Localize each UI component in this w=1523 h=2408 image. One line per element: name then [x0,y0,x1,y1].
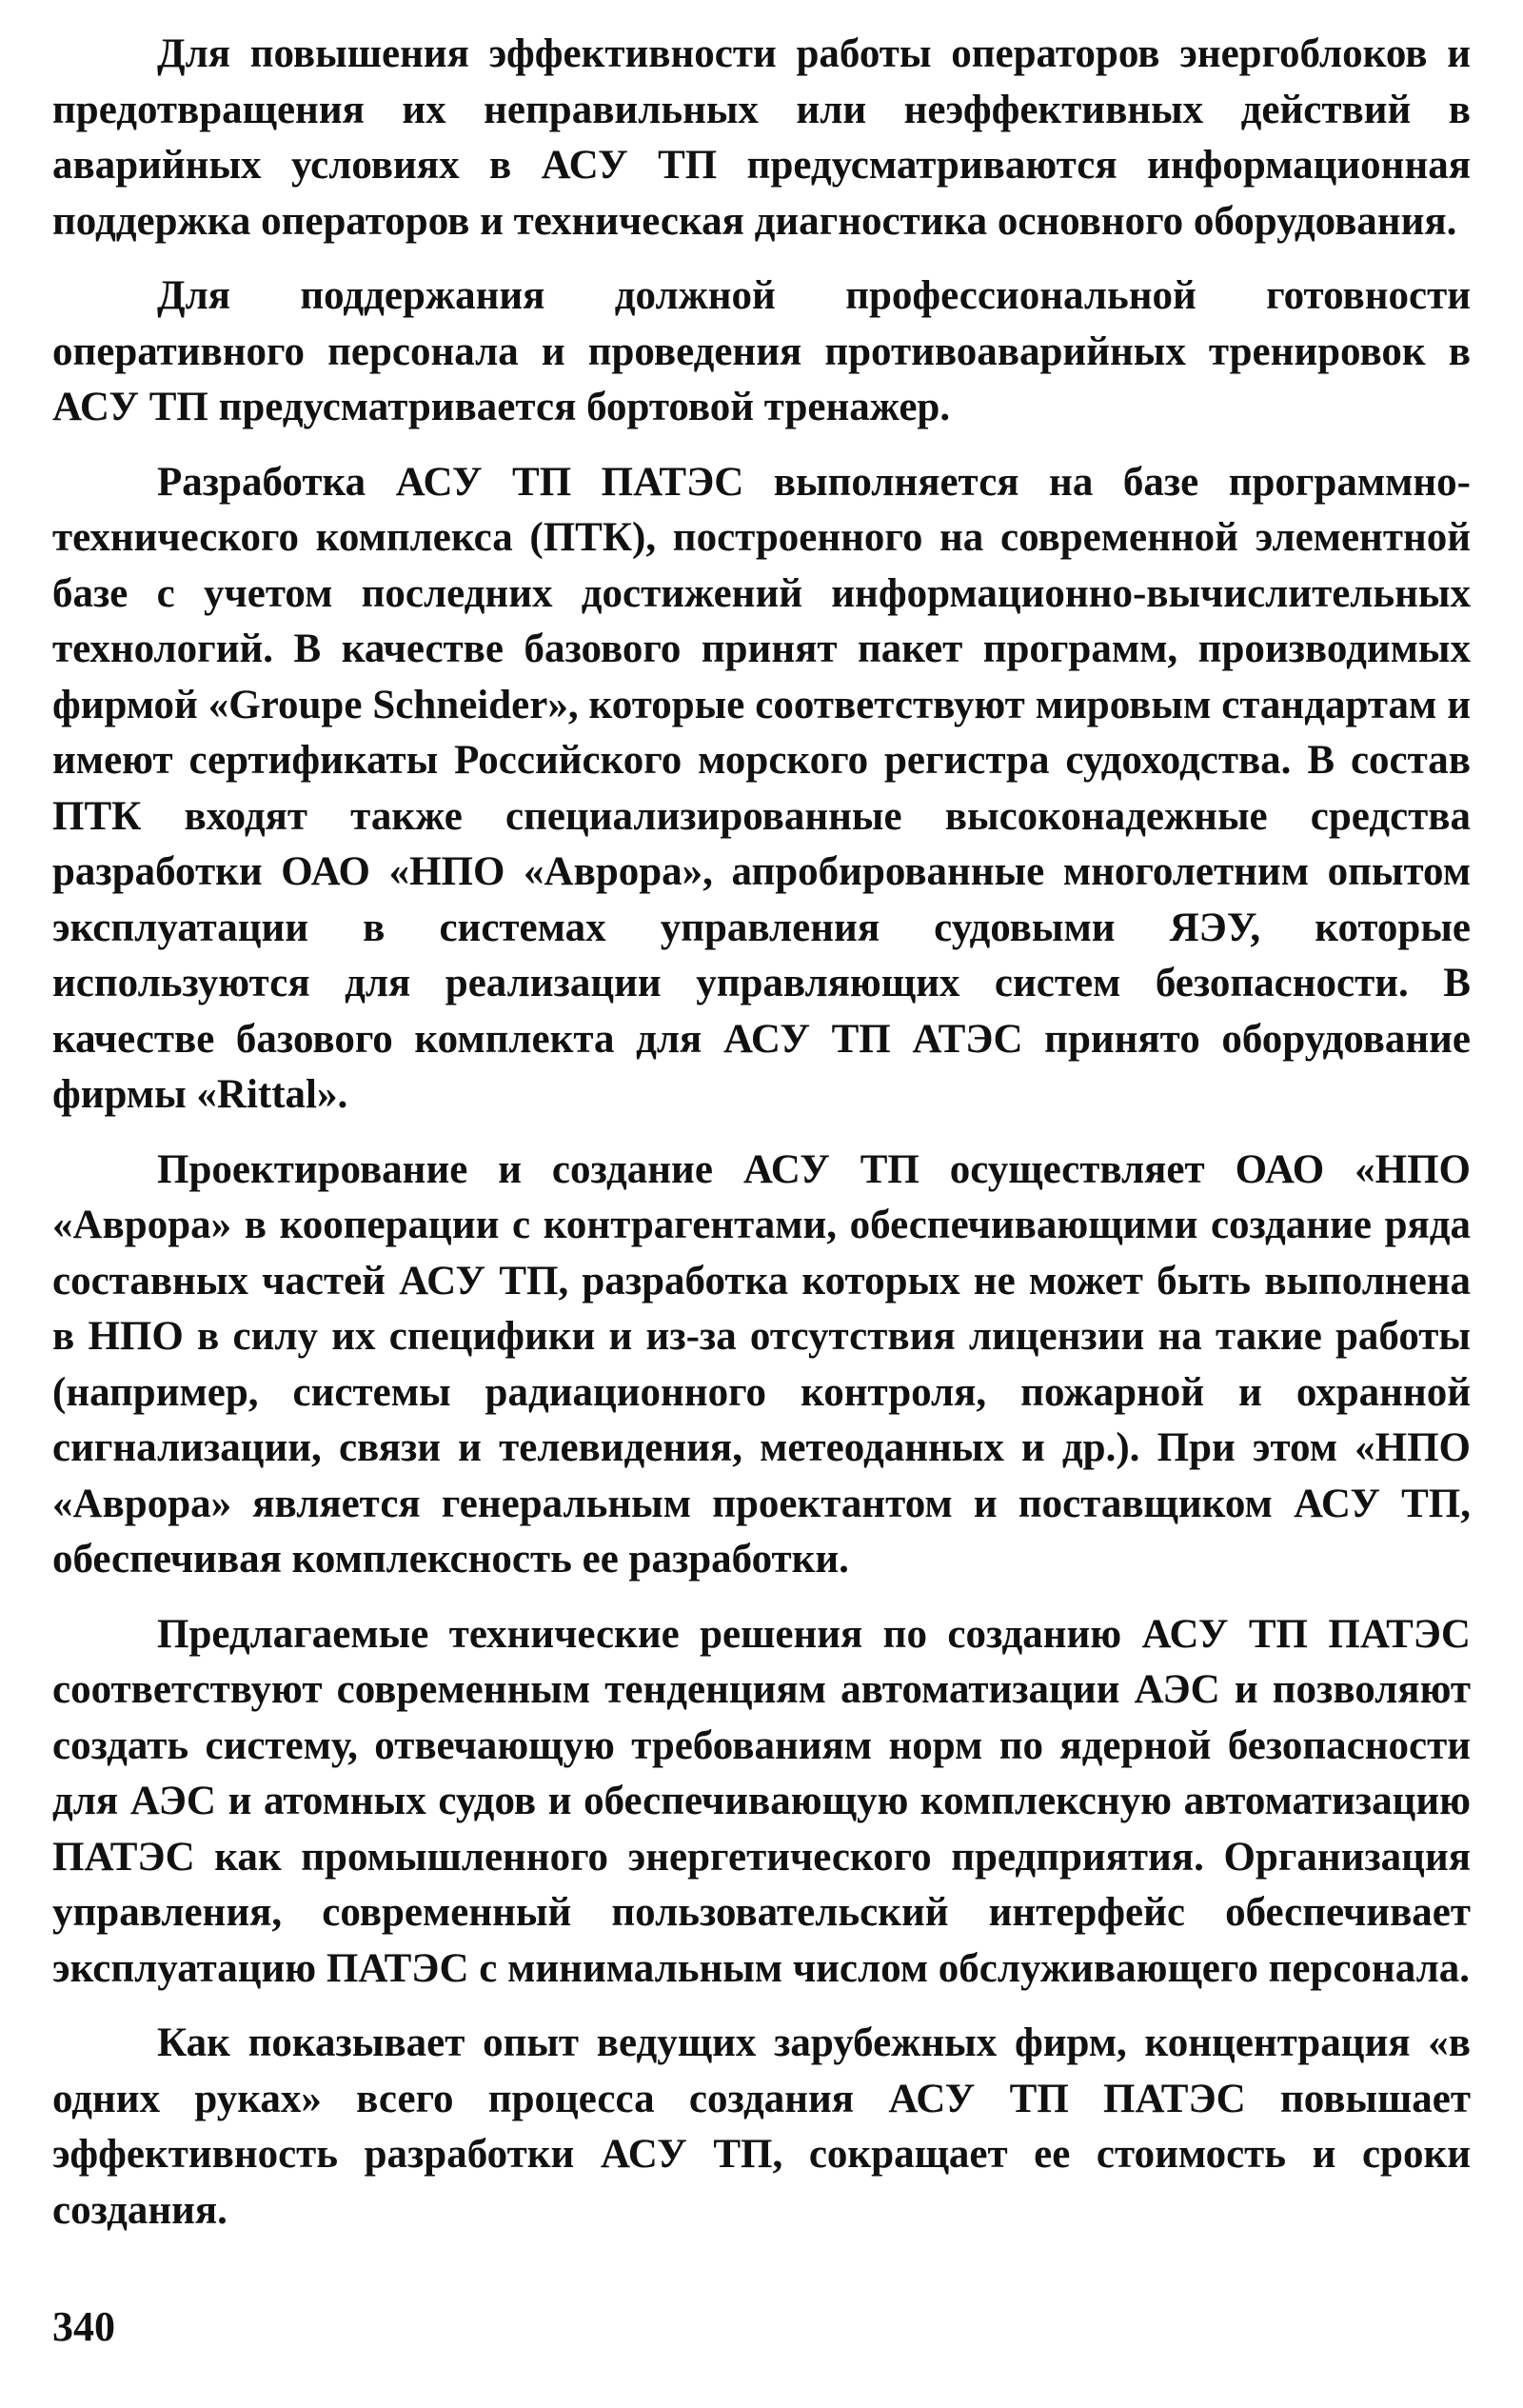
document-page [52,27,1471,2388]
paragraph-operator-support: Для повышения эффективности работы операторов энергоблоков и предотвращения их неправильных или неэффективных действий в аварийных условиях в АСУ ТП предусматриваются информационная поддержка операторов и техническая диагностика основного оборудования. [52,31,1471,244]
page-number: 340 [52,2303,115,2350]
paragraph-conclusion: Как показывает опыт ведущих зарубежных фирм, концентрация «в одних руках» всего процесса создания АСУ ТП ПАТЭС повышает эффективность разработки АСУ ТП, сокращает ее стоимость и сроки создания. [52,2020,1471,2233]
paragraph-design-cooperation: Проектирование и создание АСУ ТП осуществляет ОАО «НПО «Аврора» в кооперации с контрагентами, обеспечивающими создание ряда составных частей АСУ ТП, разработка которых не может быть выполнена в НПО в силу их специфики и из-за отсутствия лицензии на такие работы (например, системы радиационного контроля, пожарной и охранной сигнализации, связи и телевидения, метеоданных и др.). При этом «НПО «Аврора» является генеральным проектантом и поставщиком АСУ ТП, обеспечивая комплексность ее разработки. [52,1146,1471,1582]
paragraph-simulator: Для поддержания должной профессиональной готовности оперативного персонала и проведения противоаварийных тренировок в АСУ ТП предусматривается бортовой тренажер. [52,273,1471,429]
paragraph-ptk-development: Разработка АСУ ТП ПАТЭС выполняется на базе программно-технического комплекса (ПТК), построенного на современной элементной базе с учетом последних достижений информационно-вычислительных технологий. В качестве базового принят пакет программ, производимых фирмой «Groupe Schneider», которые соответствуют мировым стандартам и имеют сертификаты Российского морского регистра судоходства. В состав ПТК входят также специализированные высоконадежные средства разработки ОАО «НПО «Аврора», апробированные многолетним опытом эксплуатации в системах управления судовыми ЯЭУ, которые используются для реализации управляющих систем безопасности. В качестве базового комплекта для АСУ ТП АТЭС принято оборудование фирмы «Rittal». [52,459,1471,1117]
paragraph-technical-solutions: Предлагаемые технические решения по созданию АСУ ТП ПАТЭС соответствуют современным тенденциям автоматизации АЭС и позволяют создать систему, отвечающую требованиям норм по ядерной безопасности для АЭС и атомных судов и обеспечивающую комплексную автоматизацию ПАТЭС как промышленного энергетического предприятия. Организация управления, современный пользовательский интерфейс обеспечивает эксплуатацию ПАТЭС с минимальным числом обслуживающего персонала. [52,1611,1471,1991]
